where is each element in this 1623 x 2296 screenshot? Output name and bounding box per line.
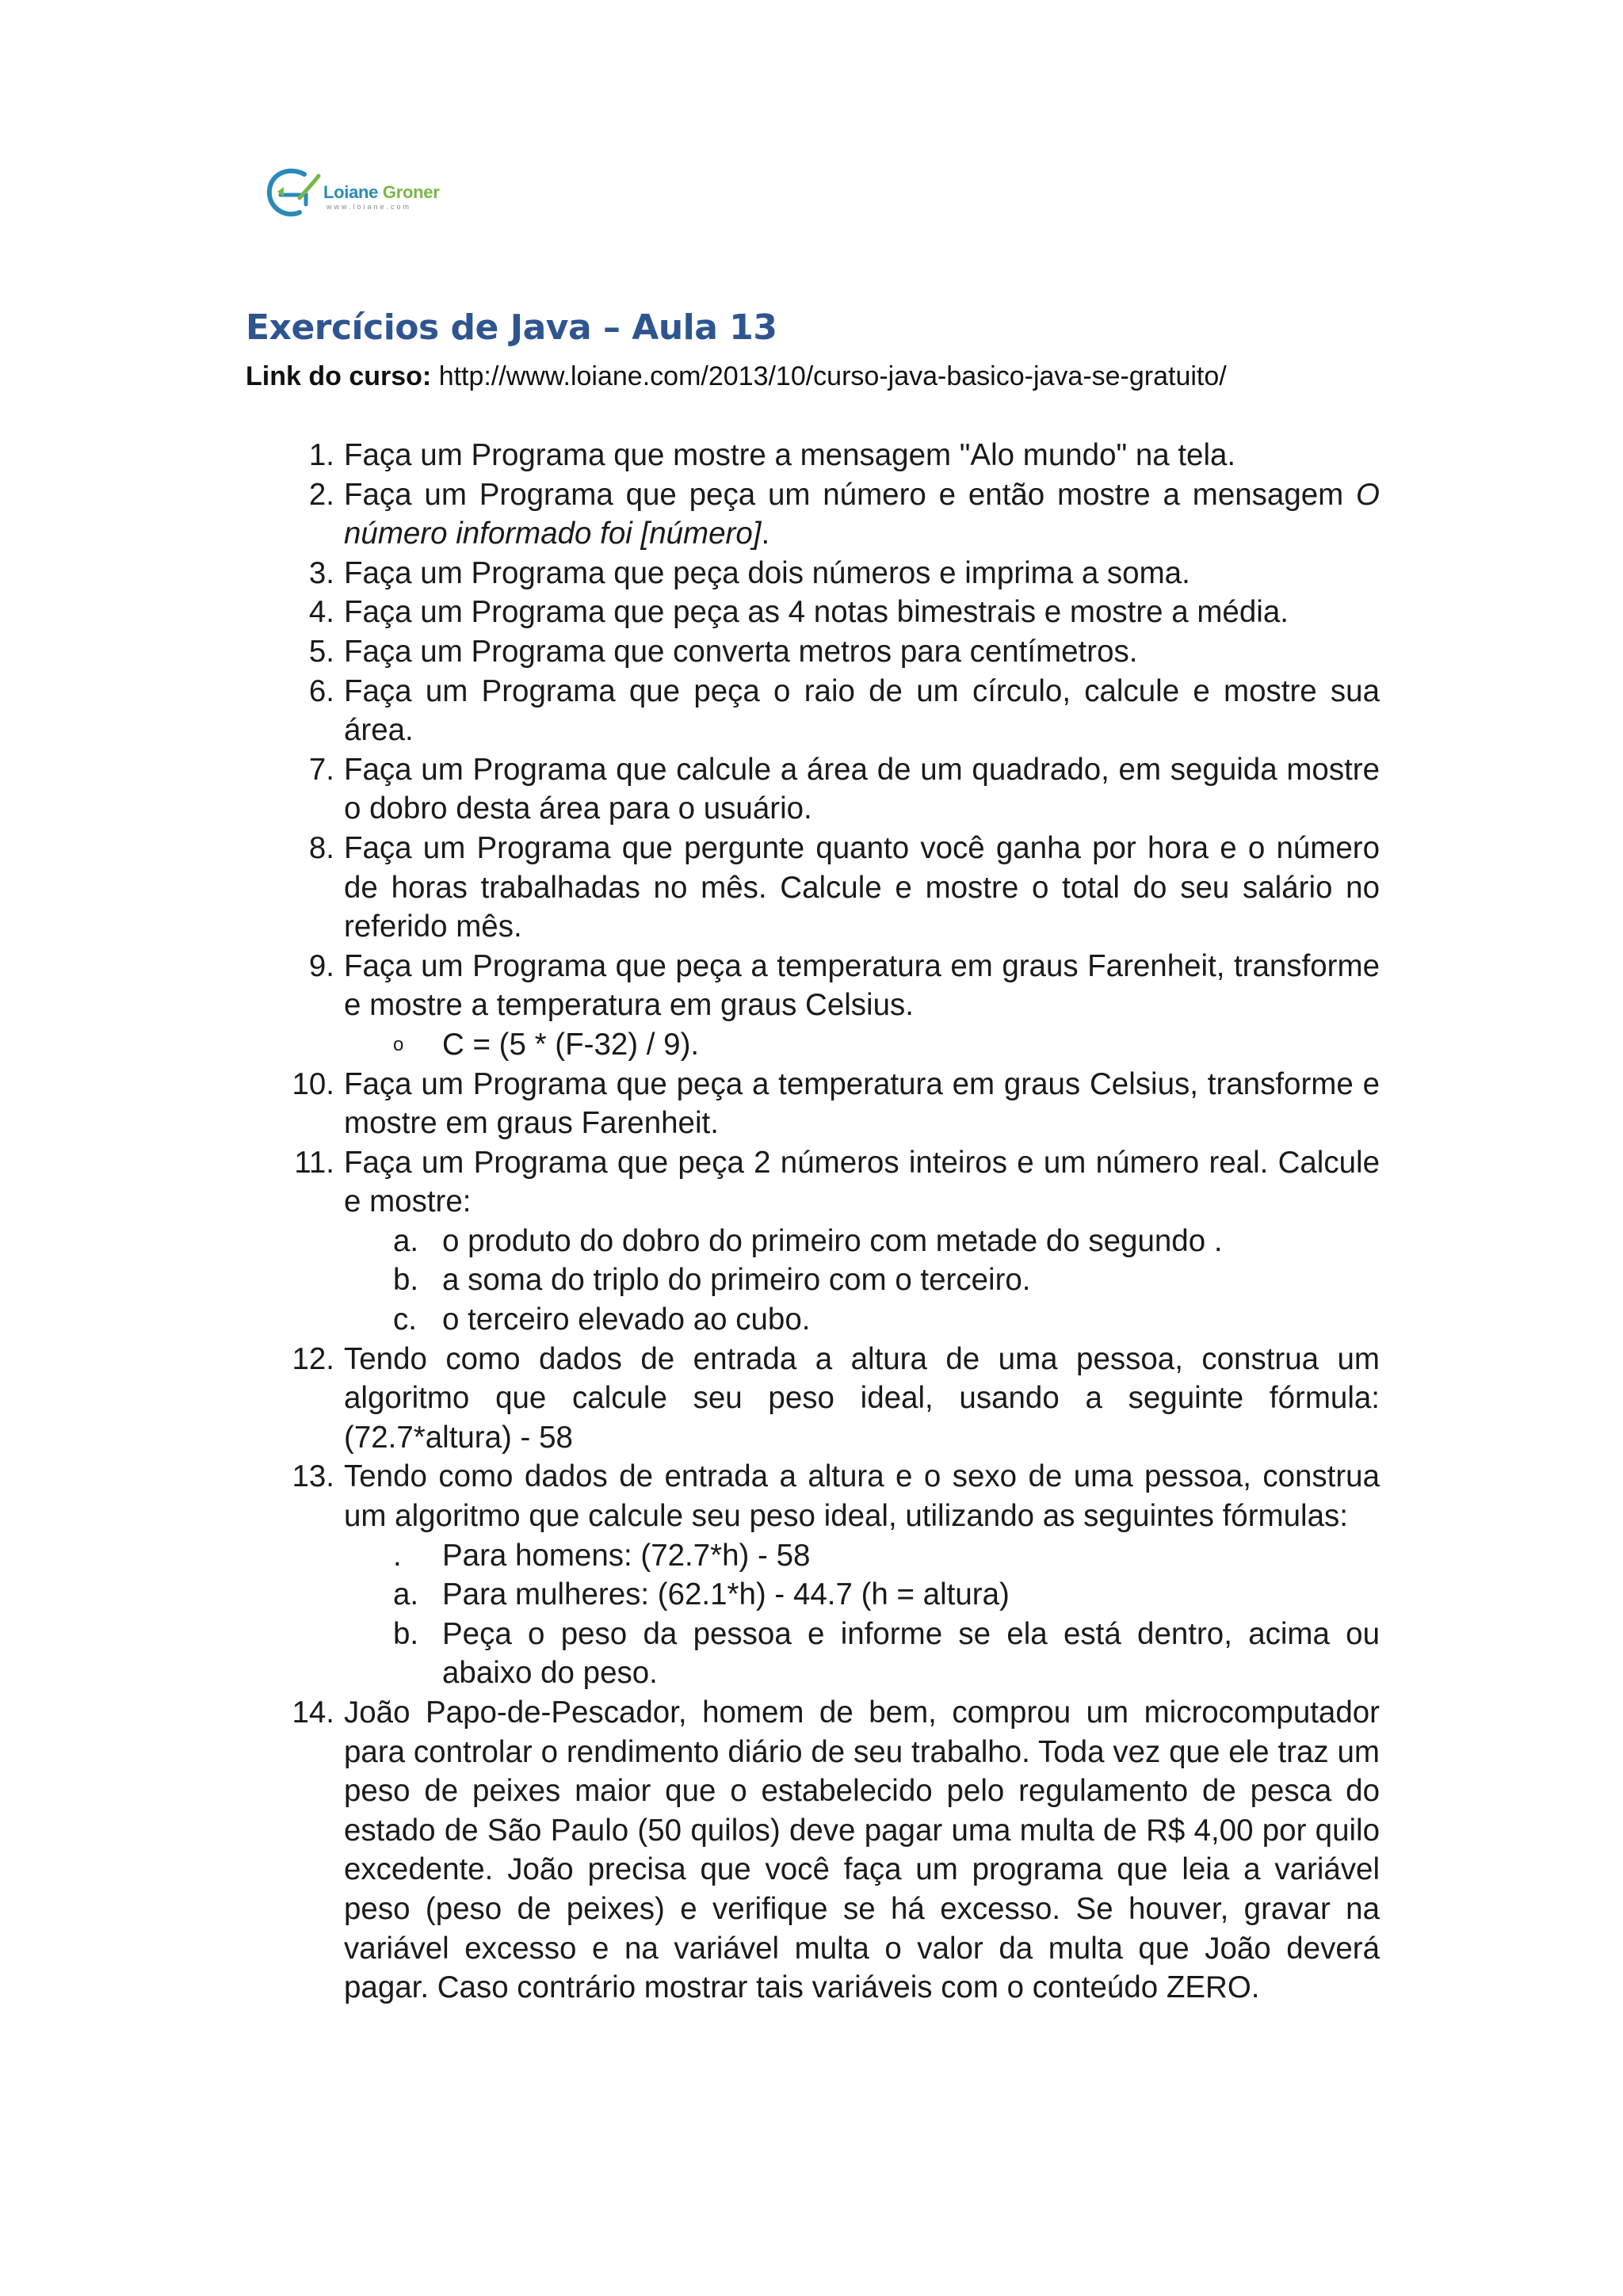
exercise-item-2 xyxy=(308,475,1380,554)
sub-item-marker: a. xyxy=(393,1577,419,1612)
sub-item-marker: a. xyxy=(393,1223,419,1258)
exercise-text: João Papo-de-Pescador, homem de bem, comprou um microcomputador para controlar o rendimento diário de seu trabalho. Toda vez que ele traz um peso de peixes maior que o estabelecido pelo regulamento de pesca do estado de São Paulo (50 quilos) deve pagar uma multa de R$ 4,00 por quilo excedente. João precisa que você faça um programa que leia a variável peso (peso de peixes) e verifique se há excesso. Se houver, gravar na variável excesso e na variável multa o valor da multa que João deverá pagar. Caso contrário mostrar tais variáveis com o conteúdo ZERO. xyxy=(344,1695,1380,2005)
exercise-text: Faça um Programa que calcule a área de um quadrado, em seguida mostre o dobro desta área para o usuário. xyxy=(344,752,1380,826)
exercise-text: Faça um Programa que peça a temperatura em graus Farenheit, transforme e mostre a temperatura em graus Celsius. xyxy=(344,948,1380,1023)
exercise-number: 9. xyxy=(308,948,334,983)
sub-item xyxy=(344,1300,1380,1340)
exercise-number: 12. xyxy=(292,1341,334,1376)
exercise-item-7 xyxy=(308,750,1380,829)
exercise-number: 10. xyxy=(292,1066,334,1101)
course-link-url[interactable]: http://www.loiane.com/2013/10/curso-java-basico-java-se-gratuito/ xyxy=(438,361,1227,391)
exercise-number: 2. xyxy=(308,477,334,512)
sub-item-text: Para mulheres: (62.1*h) - 44.7 (h = altura) xyxy=(442,1577,1010,1612)
exercise-text: Tendo como dados de entrada a altura de uma pessoa, construa um algoritmo que calcule seu peso ideal, usando a seguinte fórmula: (72.7*altura) - 58 xyxy=(344,1341,1380,1455)
exercise-item-14 xyxy=(292,1693,1380,2008)
sub-item-text: o terceiro elevado ao cubo. xyxy=(442,1302,811,1337)
exercise-item-11 xyxy=(294,1143,1380,1222)
sub-item xyxy=(344,1261,1380,1300)
exercise-number: 5. xyxy=(308,634,334,669)
loiane-groner-logo[interactable] xyxy=(263,163,453,227)
exercise-number: 11. xyxy=(294,1145,334,1180)
sub-item-marker: b. xyxy=(393,1263,419,1298)
logo-name-last: Groner xyxy=(382,182,440,202)
exercise-number: 3. xyxy=(308,555,334,590)
course-link-label: Link do curso: xyxy=(246,361,432,391)
exercise-item-3 xyxy=(308,554,1380,593)
logo-wordmark xyxy=(323,182,439,203)
exercise-text: Faça um Programa que pergunte quanto você ganha por hora e o número de horas trabalhadas no mês. Calcule e mostre o total do seu salário no referido mês. xyxy=(344,830,1380,944)
exercise-text: Faça um Programa que mostre a mensagem "Alo mundo" na tela. xyxy=(344,438,1236,472)
sub-item-marker: c. xyxy=(393,1302,417,1337)
exercise-number: 4. xyxy=(308,595,334,630)
sub-item xyxy=(344,1025,1380,1065)
exercise-item-10 xyxy=(292,1065,1380,1143)
sub-item-marker: b. xyxy=(393,1616,419,1651)
sub-item-text: Peça o peso da pessoa e informe se ela está dentro, acima ou abaixo do peso. xyxy=(442,1616,1380,1691)
exercise-item-8 xyxy=(308,829,1380,947)
exercise-item-5 xyxy=(308,632,1380,672)
sub-item-marker: . xyxy=(393,1538,402,1573)
logo-name-first: Loiane xyxy=(323,182,379,202)
sub-item-text: a soma do triplo do primeiro com o terceiro. xyxy=(442,1263,1031,1298)
sub-item xyxy=(344,1615,1380,1693)
sub-item xyxy=(344,1536,1380,1576)
exercise-text: Tendo como dados de entrada a altura e o sexo de uma pessoa, construa um algoritmo que calcule seu peso ideal, utilizando as seguintes fórmulas: xyxy=(344,1459,1380,1534)
sub-item-text: Para homens: (72.7*h) - 58 xyxy=(442,1538,811,1573)
exercise-text-end: . xyxy=(761,517,770,551)
logo-site: www.loiane.com xyxy=(327,203,412,211)
exercise-text: Faça um Programa que peça um número e então mostre a mensagem xyxy=(344,477,1357,512)
exercise-item-6 xyxy=(308,672,1380,750)
exercise-text: Faça um Programa que converta metros para centímetros. xyxy=(344,634,1138,669)
course-link-line xyxy=(246,361,1227,392)
exercise-item-9 xyxy=(308,947,1380,1025)
exercise-text: Faça um Programa que peça as 4 notas bimestrais e mostre a média. xyxy=(344,595,1289,630)
sub-item-text: C = (5 * (F-32) / 9). xyxy=(442,1027,700,1062)
logo-swirl-icon xyxy=(263,163,322,227)
exercise-item-13 xyxy=(292,1457,1380,1535)
exercise-number: 8. xyxy=(308,830,334,865)
exercise-text-italic: O número informado foi [número] xyxy=(344,477,1380,551)
exercise-text: Faça um Programa que peça o raio de um círculo, calcule e mostre sua área. xyxy=(344,673,1380,748)
page-title: Exercícios de Java – Aula 13 xyxy=(246,307,777,348)
exercise-text: Faça um Programa que peça dois números e imprima a soma. xyxy=(344,555,1190,590)
exercise-number: 14. xyxy=(292,1695,334,1730)
exercise-list xyxy=(292,436,1380,2008)
exercise-number: 13. xyxy=(292,1459,334,1494)
exercise-item-12 xyxy=(292,1340,1380,1458)
exercise-number: 6. xyxy=(308,673,334,708)
sub-item-text: o produto do dobro do primeiro com metade do segundo . xyxy=(442,1223,1223,1258)
exercise-item-4 xyxy=(308,593,1380,632)
exercise-text: Faça um Programa que peça 2 números inteiros e um número real. Calcule e mostre: xyxy=(344,1145,1380,1219)
sub-item xyxy=(344,1222,1380,1261)
sub-item xyxy=(344,1575,1380,1615)
exercise-text: Faça um Programa que peça a temperatura em graus Celsius, transforme e mostre em graus Farenheit. xyxy=(344,1066,1380,1141)
exercise-number: 7. xyxy=(308,752,334,787)
exercise-number: 1. xyxy=(308,438,334,472)
exercise-item-1 xyxy=(308,436,1380,475)
circle-bullet-icon: o xyxy=(393,1033,404,1055)
